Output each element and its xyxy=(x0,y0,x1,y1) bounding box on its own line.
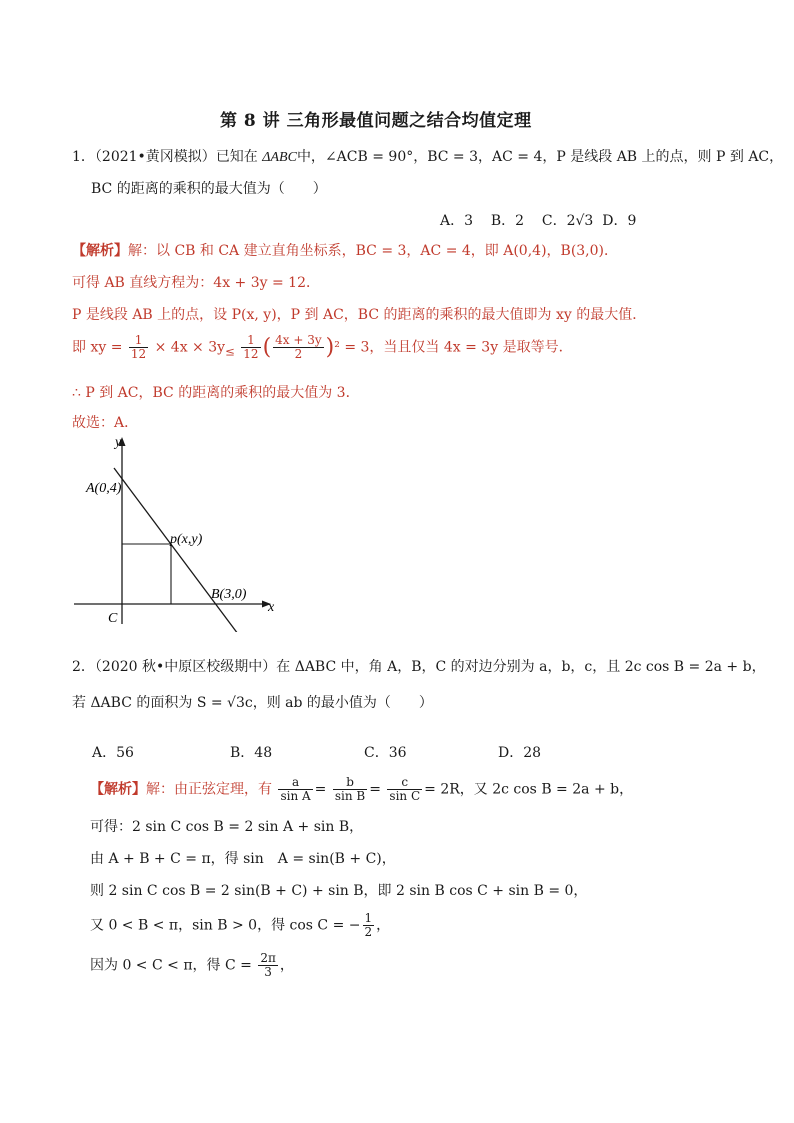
q1-analysis-tag: 【解析】 xyxy=(72,243,128,259)
page-title: 第 8 讲 三角形最值问题之结合均值定理 xyxy=(220,111,532,131)
q1-step3: 即 xy = $\frac{1}{12}$ × $4x \times 3y_\le$ $\frac{1}{12}$ ( $\frac{4x + 3y}{2}$ )² = 3，当且仅当 4x = 3y 是取等号． xyxy=(72,333,573,361)
q1-step3-frac2-num: 1 xyxy=(241,334,260,348)
q2-step4-frac xyxy=(363,912,375,939)
y-axis-label: y xyxy=(115,435,122,450)
q2-step2: 由 A + B + C = π，得 sin A = sin(B + C)， xyxy=(90,851,396,867)
q2-step1: 可得：2 sin C cos B = 2 sin A + sin B， xyxy=(90,819,364,835)
q1-stem-line1 xyxy=(72,146,783,166)
q1-stem-part1: 已知在 xyxy=(215,149,258,165)
line-ab xyxy=(114,468,238,632)
q1-option-a: A．3 xyxy=(440,213,474,229)
q1-number: 1． xyxy=(72,149,95,165)
q2-frac-b-den: sin B xyxy=(334,789,366,803)
q1-step3-frac3 xyxy=(273,334,324,361)
q2-stem-line1 xyxy=(72,656,766,676)
point-a-label: A(0,4) xyxy=(86,481,122,496)
q2-step5-num: 2π xyxy=(260,951,276,965)
q1-step3-prefix: 即 xy = xyxy=(72,339,123,356)
q2-analysis-intro: 【解析】解：由正弦定理，有 $\frac{a}{\text{sin A}}$ = $\frac{b}{\text{sin B}}$ = $\frac{c}{\text{sin C}}$ = 2R，又 2c cos B = 2a + b， xyxy=(90,775,634,803)
point-b-label: B(3,0) xyxy=(211,587,247,602)
q1-triangle: ΔABC xyxy=(262,150,297,165)
q1-analysis-intro xyxy=(72,240,618,260)
q1-step3-frac1-num: 1 xyxy=(129,334,148,348)
q1-option-d: D．9 xyxy=(602,213,637,229)
q1-coordinate-graph xyxy=(60,432,300,632)
q2-step4-den: 2 xyxy=(364,925,373,939)
q2-option-c: C．36 xyxy=(364,745,407,761)
q2-frac-a-num: a xyxy=(278,776,312,790)
q2-source: （2020 秋•中原区校级期中） xyxy=(94,659,277,675)
q2-step4-suffix: ， xyxy=(376,917,391,934)
q2-frac-c-den: sin C xyxy=(389,789,421,803)
q1-stem-part2: 中， xyxy=(296,149,325,165)
q2-stem-line2: 若 ΔABC 的面积为 S = √3c，则 ab 的最小值为（ ） xyxy=(72,695,433,711)
x-axis-label: x xyxy=(268,600,275,615)
q1-option-c: C．2√3 xyxy=(541,213,594,229)
q2-analysis-text: 解：由正弦定理，有 xyxy=(146,781,272,798)
q2-analysis-tail: = 2R，又 2c cos B = 2a + b， xyxy=(424,781,634,798)
q1-step3-frac3-den: 2 xyxy=(294,347,303,361)
q1-step2: P 是线段 AB 上的点，设 P(x, y)，P 到 AC，BC 的距离的乘积的最大值即为 xy 的最大值． xyxy=(72,307,647,323)
q2-step3: 则 2 sin C cos B = 2 sin(B + C) + sin B，即 2 sin B cos C + sin B = 0， xyxy=(90,883,588,899)
q2-step4-num: 1 xyxy=(364,911,373,925)
q1-step3-mid: × 4x × 3y xyxy=(154,339,226,356)
q2-step4-prefix: 又 0 < B < π，sin B > 0，得 cos C = − xyxy=(90,917,361,934)
q2-frac-a xyxy=(278,776,312,803)
q1-step4 xyxy=(72,382,360,402)
q1-options xyxy=(440,210,636,230)
q1-option-b: B．2 xyxy=(490,213,525,229)
q2-step4 xyxy=(90,912,390,939)
q2-step5-prefix: 因为 0 < C < π，得 C = xyxy=(90,957,252,974)
q2-frac-a-den: sin A xyxy=(280,789,311,803)
q2-option-a: A．56 xyxy=(92,745,134,761)
q1-step3-ineq: ≤ xyxy=(225,344,235,359)
q1-step3-frac2-den: 12 xyxy=(243,347,259,361)
q1-step1: 可得 AB 直线方程为：4x + 3y = 12． xyxy=(72,275,320,291)
q1-step4-prefix: ∴ P 到 AC，BC 的距离的乘积的最大值为 xyxy=(72,385,333,401)
q1-step3-frac2 xyxy=(241,334,260,361)
q2-option-d: D．28 xyxy=(498,745,542,761)
q1-source: （2021•黄冈模拟） xyxy=(94,149,216,165)
q1-step4-value: 3 xyxy=(336,385,346,401)
q1-step3-frac1-den: 12 xyxy=(130,347,147,361)
q1-step3-frac3-num: 4x + 3y xyxy=(275,333,322,347)
point-c-label: C xyxy=(108,611,118,626)
q2-number: 2． xyxy=(72,659,95,675)
q2-option-b: B．48 xyxy=(230,745,273,761)
q2-analysis-tag: 【解析】 xyxy=(90,781,146,798)
q2-step5-den: 3 xyxy=(264,965,272,979)
point-p-label: p(x,y) xyxy=(170,532,203,547)
q2-frac-b xyxy=(333,776,367,803)
q2-frac-c xyxy=(387,776,422,803)
q2-step5 xyxy=(90,952,294,979)
q1-choice: 故选：A． xyxy=(72,415,139,431)
q2-frac-b-num: b xyxy=(333,776,367,790)
q2-step5-frac xyxy=(258,952,278,979)
q2-frac-c-num: c xyxy=(387,776,422,790)
q2-stem: 在 ΔABC 中，角 A，B，C 的对边分别为 a，b，c，且 2c cos B = 2a + b， xyxy=(276,659,766,675)
q1-step4-suffix: ． xyxy=(345,385,360,401)
q1-step3-tail: ² = 3，当且仅当 4x = 3y 是取等号． xyxy=(334,339,573,356)
q2-step5-suffix: ， xyxy=(279,957,294,974)
q1-analysis-text: 解：以 CB 和 CA 建立直角坐标系，BC = 3，AC = 4，即 A(0,4)，B(3,0)． xyxy=(128,243,619,259)
q1-condition: ∠ACB = 90°，BC = 3，AC = 4，P 是线段 AB 上的点，则 P 到 AC， xyxy=(324,149,784,165)
q1-step3-frac1 xyxy=(129,334,148,361)
q1-stem-line2: BC 的距离的乘积的最大值为（ ） xyxy=(91,181,327,197)
